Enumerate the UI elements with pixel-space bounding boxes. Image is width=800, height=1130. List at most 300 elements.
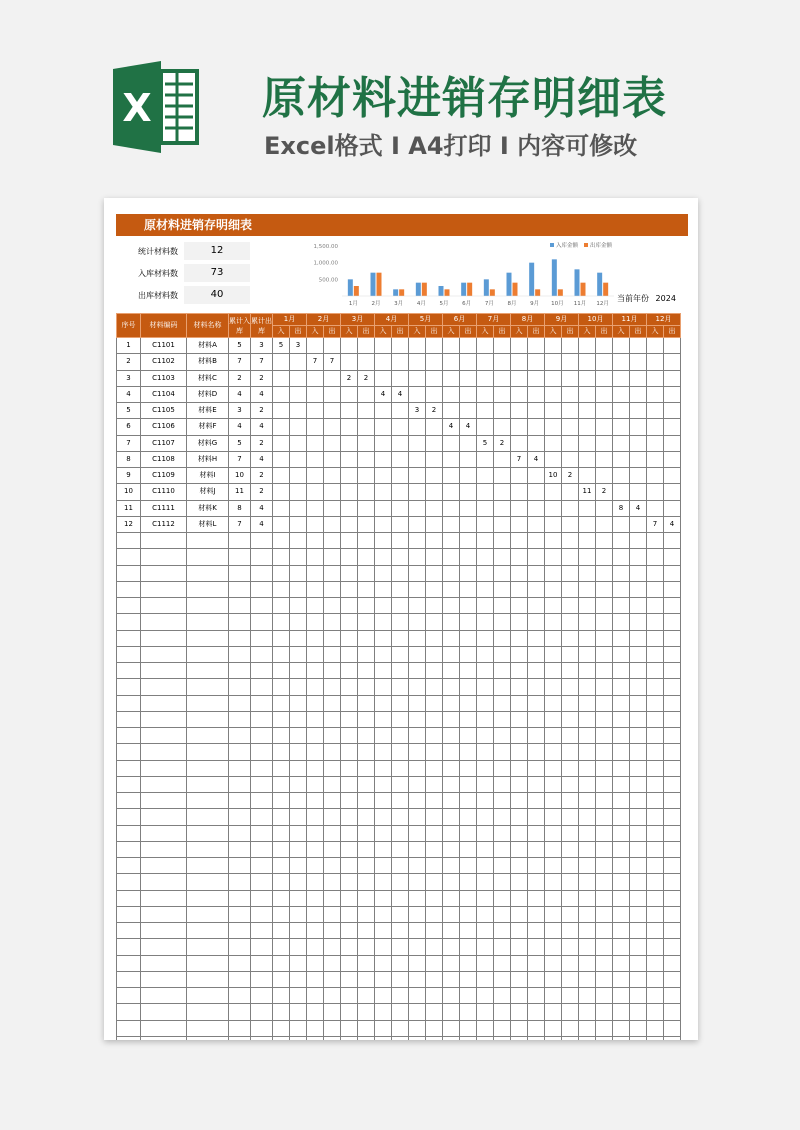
empty-cell[interactable] [375, 630, 392, 646]
empty-cell[interactable] [273, 1036, 290, 1040]
empty-cell[interactable] [358, 630, 375, 646]
empty-cell[interactable] [647, 663, 664, 679]
empty-cell[interactable] [187, 728, 229, 744]
cell-out[interactable] [392, 419, 409, 435]
empty-cell[interactable] [528, 841, 545, 857]
cell-in[interactable] [443, 451, 460, 467]
empty-cell[interactable] [630, 955, 647, 971]
empty-cell[interactable] [341, 874, 358, 890]
empty-cell[interactable] [426, 874, 443, 890]
empty-cell[interactable] [324, 728, 341, 744]
empty-cell[interactable] [426, 939, 443, 955]
cell-out[interactable] [562, 419, 579, 435]
empty-cell[interactable] [511, 874, 528, 890]
empty-cell[interactable] [358, 923, 375, 939]
empty-cell[interactable] [664, 1020, 681, 1036]
empty-cell[interactable] [273, 988, 290, 1004]
cell-out[interactable] [562, 500, 579, 516]
cell-out[interactable] [324, 500, 341, 516]
empty-cell[interactable] [273, 614, 290, 630]
empty-cell[interactable] [443, 646, 460, 662]
empty-cell[interactable] [528, 614, 545, 630]
cell-name[interactable]: 材料C [187, 370, 229, 386]
cell-in[interactable] [307, 403, 324, 419]
empty-cell[interactable] [545, 549, 562, 565]
empty-cell[interactable] [460, 858, 477, 874]
empty-cell[interactable] [251, 760, 273, 776]
empty-cell[interactable] [613, 793, 630, 809]
empty-cell[interactable] [613, 776, 630, 792]
empty-cell[interactable] [460, 874, 477, 890]
empty-cell[interactable] [426, 630, 443, 646]
cell-code[interactable]: C1102 [141, 354, 187, 370]
empty-cell[interactable] [375, 1004, 392, 1020]
empty-cell[interactable] [273, 939, 290, 955]
empty-cell[interactable] [511, 890, 528, 906]
empty-cell[interactable] [477, 776, 494, 792]
empty-cell[interactable] [562, 939, 579, 955]
cell-in[interactable] [341, 354, 358, 370]
empty-cell[interactable] [409, 1020, 426, 1036]
empty-cell[interactable] [596, 679, 613, 695]
empty-cell[interactable] [426, 549, 443, 565]
empty-cell[interactable] [579, 695, 596, 711]
empty-cell[interactable] [579, 711, 596, 727]
cell-seq[interactable]: 3 [117, 370, 141, 386]
empty-cell[interactable] [545, 646, 562, 662]
cell-cum_in[interactable]: 5 [229, 435, 251, 451]
empty-cell[interactable] [528, 728, 545, 744]
cell-code[interactable]: C1103 [141, 370, 187, 386]
empty-cell[interactable] [477, 744, 494, 760]
empty-cell[interactable] [528, 890, 545, 906]
empty-cell[interactable] [664, 598, 681, 614]
empty-cell[interactable] [392, 809, 409, 825]
empty-cell[interactable] [426, 841, 443, 857]
empty-cell[interactable] [409, 890, 426, 906]
cell-out[interactable] [358, 338, 375, 354]
cell-in[interactable]: 2 [341, 370, 358, 386]
empty-cell[interactable] [579, 793, 596, 809]
empty-cell[interactable] [290, 776, 307, 792]
empty-cell[interactable] [494, 988, 511, 1004]
empty-cell[interactable] [545, 581, 562, 597]
empty-cell[interactable] [579, 955, 596, 971]
cell-in[interactable] [511, 484, 528, 500]
cell-seq[interactable]: 12 [117, 516, 141, 532]
empty-cell[interactable] [273, 581, 290, 597]
empty-cell[interactable] [341, 630, 358, 646]
empty-cell[interactable] [229, 646, 251, 662]
empty-cell[interactable] [664, 533, 681, 549]
empty-cell[interactable] [528, 598, 545, 614]
empty-cell[interactable] [596, 598, 613, 614]
cell-out[interactable] [392, 403, 409, 419]
cell-name[interactable]: 材料D [187, 386, 229, 402]
empty-cell[interactable] [647, 760, 664, 776]
cell-out[interactable] [596, 500, 613, 516]
cell-out[interactable] [324, 484, 341, 500]
empty-cell[interactable] [409, 663, 426, 679]
cell-in[interactable] [443, 500, 460, 516]
empty-cell[interactable] [409, 728, 426, 744]
cell-out[interactable] [596, 419, 613, 435]
empty-cell[interactable] [341, 971, 358, 987]
empty-cell[interactable] [630, 646, 647, 662]
empty-cell[interactable] [596, 549, 613, 565]
empty-cell[interactable] [324, 711, 341, 727]
empty-cell[interactable] [426, 793, 443, 809]
empty-cell[interactable] [460, 1020, 477, 1036]
empty-cell[interactable] [117, 890, 141, 906]
empty-cell[interactable] [562, 663, 579, 679]
empty-cell[interactable] [494, 793, 511, 809]
empty-cell[interactable] [647, 825, 664, 841]
empty-cell[interactable] [545, 760, 562, 776]
empty-cell[interactable] [596, 1004, 613, 1020]
cell-out[interactable]: 3 [290, 338, 307, 354]
empty-cell[interactable] [630, 695, 647, 711]
empty-cell[interactable] [630, 533, 647, 549]
empty-cell[interactable] [562, 549, 579, 565]
empty-cell[interactable] [375, 890, 392, 906]
empty-cell[interactable] [528, 1004, 545, 1020]
empty-cell[interactable] [664, 1036, 681, 1040]
empty-cell[interactable] [528, 939, 545, 955]
empty-cell[interactable] [647, 630, 664, 646]
empty-cell[interactable] [613, 890, 630, 906]
empty-cell[interactable] [494, 663, 511, 679]
empty-cell[interactable] [494, 1020, 511, 1036]
empty-cell[interactable] [647, 581, 664, 597]
empty-cell[interactable] [460, 776, 477, 792]
empty-cell[interactable] [251, 695, 273, 711]
empty-cell[interactable] [647, 533, 664, 549]
empty-cell[interactable] [324, 581, 341, 597]
empty-cell[interactable] [229, 939, 251, 955]
empty-cell[interactable] [341, 744, 358, 760]
empty-cell[interactable] [494, 598, 511, 614]
empty-cell[interactable] [494, 630, 511, 646]
empty-cell[interactable] [477, 809, 494, 825]
empty-cell[interactable] [375, 858, 392, 874]
empty-cell[interactable] [613, 1004, 630, 1020]
empty-cell[interactable] [494, 939, 511, 955]
cell-out[interactable] [358, 386, 375, 402]
cell-in[interactable] [579, 468, 596, 484]
empty-cell[interactable] [290, 874, 307, 890]
cell-out[interactable] [426, 419, 443, 435]
empty-cell[interactable] [358, 549, 375, 565]
empty-cell[interactable] [596, 858, 613, 874]
empty-cell[interactable] [324, 663, 341, 679]
cell-out[interactable] [528, 516, 545, 532]
empty-cell[interactable] [307, 955, 324, 971]
cell-out[interactable] [290, 370, 307, 386]
empty-cell[interactable] [375, 906, 392, 922]
cell-out[interactable]: 2 [596, 484, 613, 500]
empty-cell[interactable] [117, 549, 141, 565]
empty-cell[interactable] [251, 630, 273, 646]
cell-in[interactable] [579, 516, 596, 532]
empty-cell[interactable] [290, 923, 307, 939]
empty-cell[interactable] [141, 858, 187, 874]
empty-cell[interactable] [426, 906, 443, 922]
cell-cum_in[interactable]: 8 [229, 500, 251, 516]
current-year-value[interactable]: 2024 [655, 294, 676, 303]
empty-cell[interactable] [307, 744, 324, 760]
cell-cum_out[interactable]: 4 [251, 451, 273, 467]
empty-cell[interactable] [664, 695, 681, 711]
empty-cell[interactable] [117, 711, 141, 727]
empty-cell[interactable] [596, 825, 613, 841]
empty-cell[interactable] [358, 841, 375, 857]
cell-name[interactable]: 材料A [187, 338, 229, 354]
cell-name[interactable]: 材料I [187, 468, 229, 484]
empty-cell[interactable] [562, 679, 579, 695]
cell-out[interactable] [562, 338, 579, 354]
empty-cell[interactable] [187, 1004, 229, 1020]
empty-cell[interactable] [141, 939, 187, 955]
empty-cell[interactable] [392, 841, 409, 857]
empty-cell[interactable] [324, 858, 341, 874]
empty-cell[interactable] [528, 549, 545, 565]
cell-in[interactable] [409, 451, 426, 467]
empty-cell[interactable] [460, 809, 477, 825]
empty-cell[interactable] [141, 760, 187, 776]
empty-cell[interactable] [117, 1020, 141, 1036]
empty-cell[interactable] [409, 776, 426, 792]
empty-cell[interactable] [579, 1020, 596, 1036]
empty-cell[interactable] [324, 939, 341, 955]
empty-cell[interactable] [460, 646, 477, 662]
cell-out[interactable] [392, 451, 409, 467]
empty-cell[interactable] [511, 760, 528, 776]
empty-cell[interactable] [117, 581, 141, 597]
empty-cell[interactable] [229, 988, 251, 1004]
empty-cell[interactable] [426, 923, 443, 939]
cell-in[interactable] [545, 500, 562, 516]
empty-cell[interactable] [511, 809, 528, 825]
cell-out[interactable]: 4 [528, 451, 545, 467]
empty-cell[interactable] [579, 923, 596, 939]
empty-cell[interactable] [251, 841, 273, 857]
empty-cell[interactable] [117, 614, 141, 630]
empty-cell[interactable] [251, 614, 273, 630]
empty-cell[interactable] [613, 809, 630, 825]
empty-cell[interactable] [460, 630, 477, 646]
empty-cell[interactable] [341, 760, 358, 776]
cell-in[interactable] [273, 435, 290, 451]
empty-cell[interactable] [630, 858, 647, 874]
cell-name[interactable]: 材料K [187, 500, 229, 516]
empty-cell[interactable] [596, 955, 613, 971]
cell-in[interactable] [443, 386, 460, 402]
cell-in[interactable] [613, 451, 630, 467]
empty-cell[interactable] [630, 776, 647, 792]
cell-out[interactable] [392, 500, 409, 516]
empty-cell[interactable] [664, 728, 681, 744]
empty-cell[interactable] [664, 793, 681, 809]
empty-cell[interactable] [630, 825, 647, 841]
empty-cell[interactable] [664, 760, 681, 776]
empty-cell[interactable] [358, 663, 375, 679]
empty-cell[interactable] [324, 760, 341, 776]
empty-cell[interactable] [324, 955, 341, 971]
empty-cell[interactable] [647, 971, 664, 987]
empty-cell[interactable] [528, 1020, 545, 1036]
empty-cell[interactable] [187, 711, 229, 727]
cell-out[interactable] [324, 386, 341, 402]
empty-cell[interactable] [494, 971, 511, 987]
empty-cell[interactable] [229, 533, 251, 549]
cell-cum_in[interactable]: 11 [229, 484, 251, 500]
cell-out[interactable] [392, 370, 409, 386]
empty-cell[interactable] [630, 744, 647, 760]
cell-out[interactable] [596, 338, 613, 354]
empty-cell[interactable] [443, 988, 460, 1004]
empty-cell[interactable] [545, 988, 562, 1004]
empty-cell[interactable] [341, 728, 358, 744]
empty-cell[interactable] [443, 760, 460, 776]
cell-in[interactable] [443, 338, 460, 354]
empty-cell[interactable] [375, 581, 392, 597]
empty-cell[interactable] [443, 663, 460, 679]
empty-cell[interactable] [251, 663, 273, 679]
empty-cell[interactable] [545, 955, 562, 971]
cell-out[interactable] [460, 435, 477, 451]
empty-cell[interactable] [324, 874, 341, 890]
empty-cell[interactable] [307, 679, 324, 695]
cell-in[interactable] [647, 354, 664, 370]
empty-cell[interactable] [273, 858, 290, 874]
empty-cell[interactable] [545, 890, 562, 906]
empty-cell[interactable] [141, 533, 187, 549]
empty-cell[interactable] [511, 581, 528, 597]
empty-cell[interactable] [494, 955, 511, 971]
empty-cell[interactable] [528, 874, 545, 890]
empty-cell[interactable] [443, 1036, 460, 1040]
empty-cell[interactable] [341, 906, 358, 922]
empty-cell[interactable] [511, 549, 528, 565]
cell-out[interactable] [528, 386, 545, 402]
empty-cell[interactable] [562, 1036, 579, 1040]
empty-cell[interactable] [117, 776, 141, 792]
empty-cell[interactable] [477, 728, 494, 744]
empty-cell[interactable] [494, 614, 511, 630]
cell-code[interactable]: C1106 [141, 419, 187, 435]
empty-cell[interactable] [392, 646, 409, 662]
empty-cell[interactable] [647, 679, 664, 695]
empty-cell[interactable] [375, 874, 392, 890]
empty-cell[interactable] [647, 598, 664, 614]
empty-cell[interactable] [290, 614, 307, 630]
empty-cell[interactable] [528, 988, 545, 1004]
cell-in[interactable]: 5 [273, 338, 290, 354]
empty-cell[interactable] [251, 1036, 273, 1040]
empty-cell[interactable] [562, 971, 579, 987]
empty-cell[interactable] [545, 533, 562, 549]
cell-out[interactable] [392, 484, 409, 500]
empty-cell[interactable] [187, 614, 229, 630]
empty-cell[interactable] [273, 971, 290, 987]
cell-in[interactable] [579, 354, 596, 370]
empty-cell[interactable] [477, 825, 494, 841]
cell-in[interactable] [545, 484, 562, 500]
empty-cell[interactable] [324, 695, 341, 711]
cell-in[interactable] [511, 354, 528, 370]
cell-out[interactable] [630, 419, 647, 435]
cell-in[interactable] [375, 435, 392, 451]
empty-cell[interactable] [477, 565, 494, 581]
cell-out[interactable] [290, 484, 307, 500]
empty-cell[interactable] [229, 711, 251, 727]
empty-cell[interactable] [117, 663, 141, 679]
empty-cell[interactable] [494, 776, 511, 792]
empty-cell[interactable] [596, 565, 613, 581]
empty-cell[interactable] [664, 825, 681, 841]
empty-cell[interactable] [630, 565, 647, 581]
empty-cell[interactable] [460, 971, 477, 987]
empty-cell[interactable] [494, 825, 511, 841]
cell-out[interactable] [460, 516, 477, 532]
empty-cell[interactable] [630, 760, 647, 776]
empty-cell[interactable] [562, 858, 579, 874]
empty-cell[interactable] [596, 923, 613, 939]
cell-seq[interactable]: 11 [117, 500, 141, 516]
empty-cell[interactable] [545, 1004, 562, 1020]
empty-cell[interactable] [187, 679, 229, 695]
cell-out[interactable] [596, 354, 613, 370]
empty-cell[interactable] [494, 679, 511, 695]
cell-out[interactable] [596, 403, 613, 419]
empty-cell[interactable] [290, 890, 307, 906]
empty-cell[interactable] [187, 906, 229, 922]
cell-name[interactable]: 材料E [187, 403, 229, 419]
empty-cell[interactable] [443, 858, 460, 874]
cell-out[interactable] [426, 370, 443, 386]
empty-cell[interactable] [229, 760, 251, 776]
empty-cell[interactable] [341, 1036, 358, 1040]
empty-cell[interactable] [579, 858, 596, 874]
empty-cell[interactable] [477, 988, 494, 1004]
empty-cell[interactable] [596, 1020, 613, 1036]
empty-cell[interactable] [664, 841, 681, 857]
empty-cell[interactable] [141, 1036, 187, 1040]
empty-cell[interactable] [307, 793, 324, 809]
empty-cell[interactable] [409, 565, 426, 581]
empty-cell[interactable] [443, 565, 460, 581]
empty-cell[interactable] [545, 598, 562, 614]
empty-cell[interactable] [290, 971, 307, 987]
cell-in[interactable]: 10 [545, 468, 562, 484]
empty-cell[interactable] [511, 955, 528, 971]
cell-in[interactable] [375, 484, 392, 500]
empty-cell[interactable] [187, 858, 229, 874]
empty-cell[interactable] [290, 695, 307, 711]
empty-cell[interactable] [511, 630, 528, 646]
empty-cell[interactable] [392, 663, 409, 679]
cell-in[interactable] [307, 435, 324, 451]
cell-out[interactable] [290, 500, 307, 516]
cell-in[interactable] [477, 338, 494, 354]
empty-cell[interactable] [409, 971, 426, 987]
empty-cell[interactable] [562, 565, 579, 581]
empty-cell[interactable] [545, 744, 562, 760]
empty-cell[interactable] [187, 793, 229, 809]
cell-in[interactable]: 11 [579, 484, 596, 500]
cell-in[interactable]: 4 [375, 386, 392, 402]
